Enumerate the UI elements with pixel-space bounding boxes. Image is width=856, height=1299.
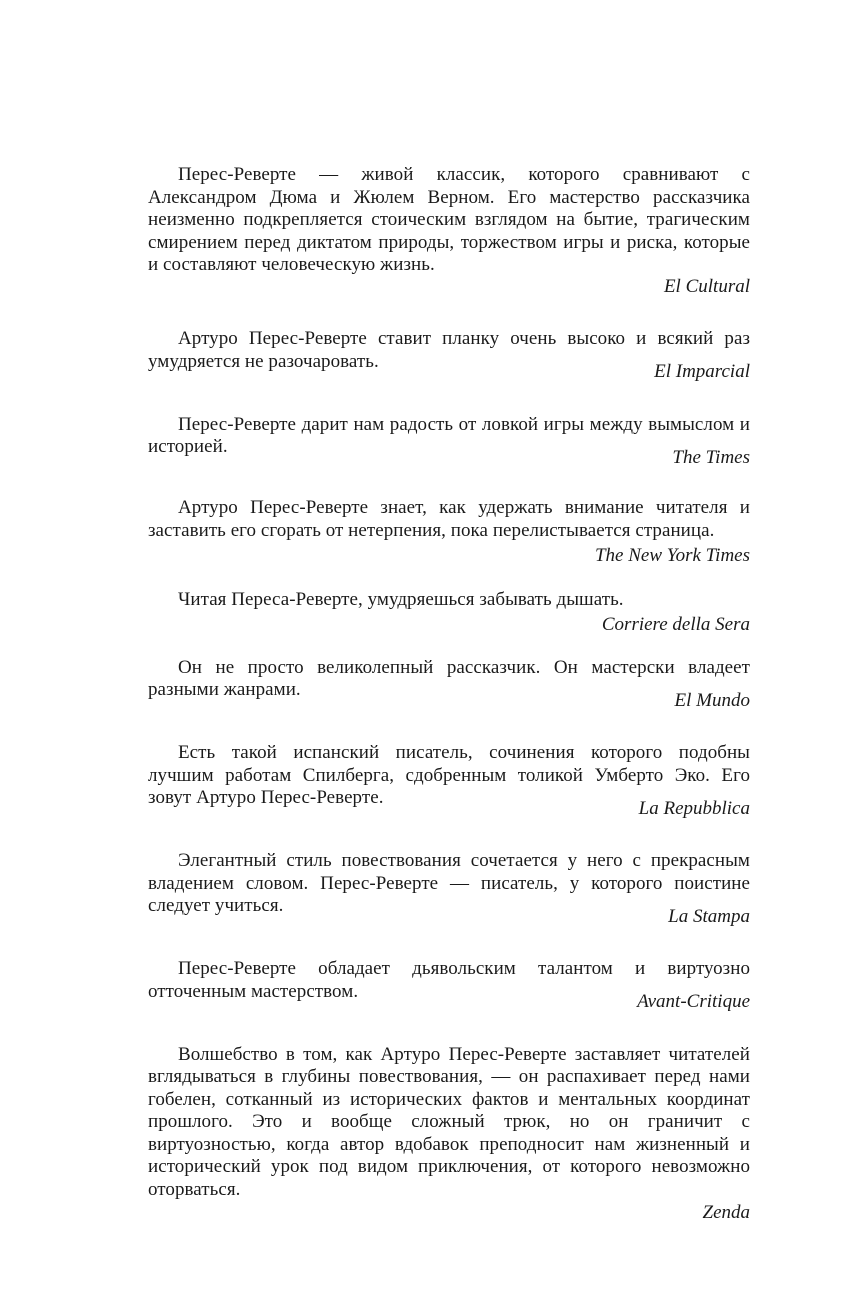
review-source: Corriere della Sera bbox=[601, 614, 750, 635]
review-source: El Cultural bbox=[663, 275, 750, 297]
review-source: The New York Times bbox=[594, 545, 750, 566]
review-avant-critique bbox=[148, 958, 750, 1014]
review-source: Avant-Critique bbox=[637, 991, 750, 1012]
review-new-york-times bbox=[148, 497, 750, 568]
review-quote: Перес-Реверте дарит нам радость от ловкой игры между вымыслом и историей. bbox=[148, 413, 750, 457]
review-corriere-della-sera bbox=[148, 589, 750, 637]
review-source: The Times bbox=[672, 446, 750, 468]
review-source: Zenda bbox=[702, 1202, 750, 1223]
review-quote: Перес-Реверте — живой классик, которого сравнивают с Александром Дюма и Жюлем Верном. Его мастерство рассказчика неизменно подкрепляется стоическим взглядом на бытие, трагическим смирением перед диктатом природы, торжеством игры и риска, которые и составляют человеческую жизнь. bbox=[148, 164, 750, 275]
review-zenda bbox=[148, 1044, 750, 1225]
review-source: El Imparcial bbox=[654, 361, 750, 382]
review-source: El Mundo bbox=[674, 689, 750, 711]
review-la-repubblica bbox=[148, 742, 750, 820]
review-source: La Stampa bbox=[668, 905, 750, 927]
review-quote: Читая Переса-Реверте, умудряешься забывать дышать. bbox=[178, 588, 624, 610]
review-the-times bbox=[148, 414, 750, 470]
review-el-mundo bbox=[148, 657, 750, 713]
review-la-stampa bbox=[148, 850, 750, 928]
review-el-cultural bbox=[148, 164, 750, 298]
review-quote: Перес-Реверте обладает дьявольским талантом и виртуозно отточенным мастерством. bbox=[148, 958, 750, 1002]
review-source: La Repubblica bbox=[638, 797, 750, 819]
review-quote: Есть такой испанский писатель, сочинения которого подобны лучшим работам Спилберга, сдобренным толикой Умберто Эко. Его зовут Артуро Перес-Реверте. bbox=[148, 742, 750, 808]
review-quote: Артуро Перес-Реверте знает, как удержать внимание читателя и заставить его сгорать от нетерпения, пока перелистывается страница. bbox=[148, 497, 750, 541]
review-el-imparcial bbox=[148, 328, 750, 384]
reviews-page bbox=[148, 164, 750, 1225]
review-quote: Артуро Перес-Реверте ставит планку очень высоко и всякий раз умудряется не разочаровать. bbox=[148, 328, 750, 372]
review-quote: Волшебство в том, как Артуро Перес-Реверте заставляет читателей вглядываться в глубины повествования, — он распахивает перед нами гобелен, сотканный из исторических фактов и ментальных координат прошлого. Это и вообще сложный трюк, но он граничит с виртуозностью, когда автор вдобавок преподносит нам жизненный и исторический урок под видом приключения, от которого невозможно оторваться. bbox=[148, 1043, 750, 1200]
review-quote: Он не просто великолепный рассказчик. Он мастерски владеет разными жанрами. bbox=[148, 656, 750, 700]
review-quote: Элегантный стиль повествования сочетается у него с прекрасным владением словом. Перес-Реверте — писатель, у которого поистине следует учиться. bbox=[148, 850, 750, 916]
